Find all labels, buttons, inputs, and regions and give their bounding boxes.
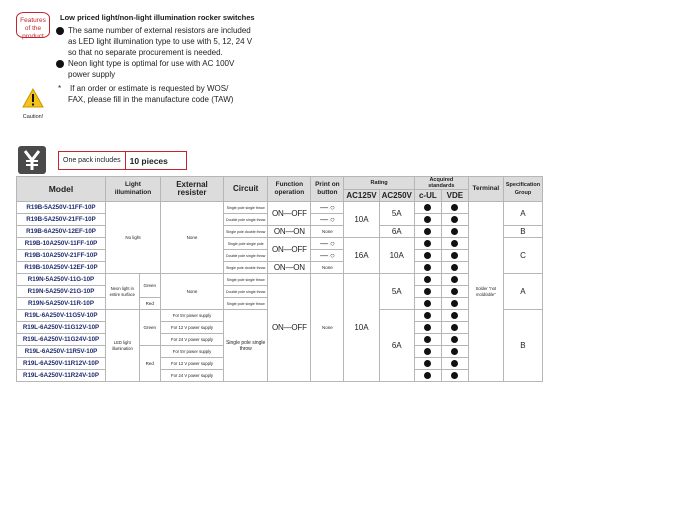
pack-info [58,151,187,170]
cul-mark-icon [424,276,431,283]
spec-table [16,176,543,382]
cul-mark-icon [424,372,431,379]
note-line: FAX, please fill in the manufacture code (TAW) [68,95,234,104]
header-rating: Rating [344,177,415,190]
table-row: R19L-6A250V-11G24V-10P For 24 V power supply [17,334,543,346]
header-acquired: Acquired standards [414,177,468,190]
bullet-dot-icon [56,60,64,68]
vde-mark-icon [451,228,458,235]
yen-icon [18,146,46,174]
terminal-solder: Solder "not mold/able" [468,202,503,382]
table-row: R19B-10A250V-11FF-10P Single pole single pole ON—OFF — ○ 16A 10A C [17,238,543,250]
feature-line: power supply [68,70,116,79]
table-row: R19B-10A250V-21FF-10P Double pole single throw — ○ [17,250,543,262]
cul-mark-icon [424,252,431,259]
features-badge-text: Features of the product [20,17,46,40]
cul-mark-icon [424,240,431,247]
table-row: R19L-6A250V-11R12V-10P For 12 V power supply [17,358,543,370]
table-row: R19L-6A250V-11R5V-10P Red For 5V power supply [17,346,543,358]
header-function: Function operation [268,177,311,202]
vde-mark-icon [451,276,458,283]
header-group: Specification Group [503,177,542,202]
feature-line: so that no separate procurement is needed. [68,48,223,57]
cul-mark-icon [424,336,431,343]
table-row: R19L-6A250V-11R24V-10P For 24 V power supply [17,370,543,382]
caution [20,88,46,120]
vde-mark-icon [451,312,458,319]
table-row: R19L-6A250V-11G12V-10P For 12 V power supply [17,322,543,334]
vde-mark-icon [451,204,458,211]
cul-mark-icon [424,228,431,235]
pack-label: One pack includes [58,151,126,170]
resistor-none: None [161,202,224,274]
vde-mark-icon [451,300,458,307]
cul-mark-icon [424,324,431,331]
feature-item: The same number of external resistors are included [56,25,252,36]
vde-mark-icon [451,360,458,367]
header-vde: VDE [441,190,468,202]
table-row: R19B-10A250V-12EF-10P Single pole double throw ON—ON None [17,262,543,274]
cul-mark-icon [424,204,431,211]
header-light: Light illumination [106,177,161,202]
vde-mark-icon [451,216,458,223]
header-ac250: AC250V [379,190,414,202]
feature-line: as LED light illumination type to use with 5, 12, 24 V [68,37,253,46]
table-row: R19B-6A250V-12EF-10P Single pole double throw ON—ON None 6A B [17,226,543,238]
header-print: Print on button [311,177,344,202]
caution-icon [22,88,44,108]
cul-mark-icon [424,288,431,295]
vde-mark-icon [451,336,458,343]
table-row: R19L-6A250V-11G5V-10P LED light illumination Green For 5V power supply Single pole single throw 6A B [17,310,543,322]
bullet-dot-icon [56,27,64,35]
note-asterisk: * [58,84,62,93]
cul-mark-icon [424,348,431,355]
light-no-light: No light [106,202,161,274]
note: * If an order or estimate is requested by WOS/ [58,84,229,93]
cul-mark-icon [424,360,431,367]
features-heading: Low priced light/non-light illumination rocker switches [60,13,255,22]
features-badge [16,12,50,38]
caution-label: Caution! [22,114,44,120]
light-led: LED light illumination [106,310,140,382]
vde-mark-icon [451,240,458,247]
vde-mark-icon [451,324,458,331]
table-row: R19N-5A250V-11G-10P Neon light in entire surface Green None Single pole single throw ON—OFF None 10A 5A A [17,274,543,286]
cul-mark-icon [424,312,431,319]
light-neon: Neon light in entire surface [106,274,140,310]
table-row: R19B-5A250V-11FF-10P No light None Single pole single throw ON—OFF — ○ 10A 5A Solder "not mold/able" A [17,202,543,214]
vde-mark-icon [451,252,458,259]
table-row: R19N-5A250V-21G-10P Double pole single throw [17,286,543,298]
table-row: R19N-5A250V-11R-10P Red Single pole single throw [17,298,543,310]
feature-item: Neon light type is optimal for use with AC 100V [56,58,252,69]
table-row: R19B-5A250V-21FF-10P Double pole single throw — ○ [17,214,543,226]
cul-mark-icon [424,216,431,223]
pack-value: 10 pieces [126,151,187,170]
header-terminal: Terminal [468,177,503,202]
header-circuit: Circuit [224,177,268,202]
cul-mark-icon [424,264,431,271]
vde-mark-icon [451,348,458,355]
header-cul: c-UL [414,190,441,202]
header-model: Model [17,177,106,202]
vde-mark-icon [451,264,458,271]
features-list [56,25,252,105]
header-ac125: AC125V [344,190,379,202]
header-resistor: External resister [161,177,224,202]
cul-mark-icon [424,300,431,307]
vde-mark-icon [451,372,458,379]
vde-mark-icon [451,288,458,295]
